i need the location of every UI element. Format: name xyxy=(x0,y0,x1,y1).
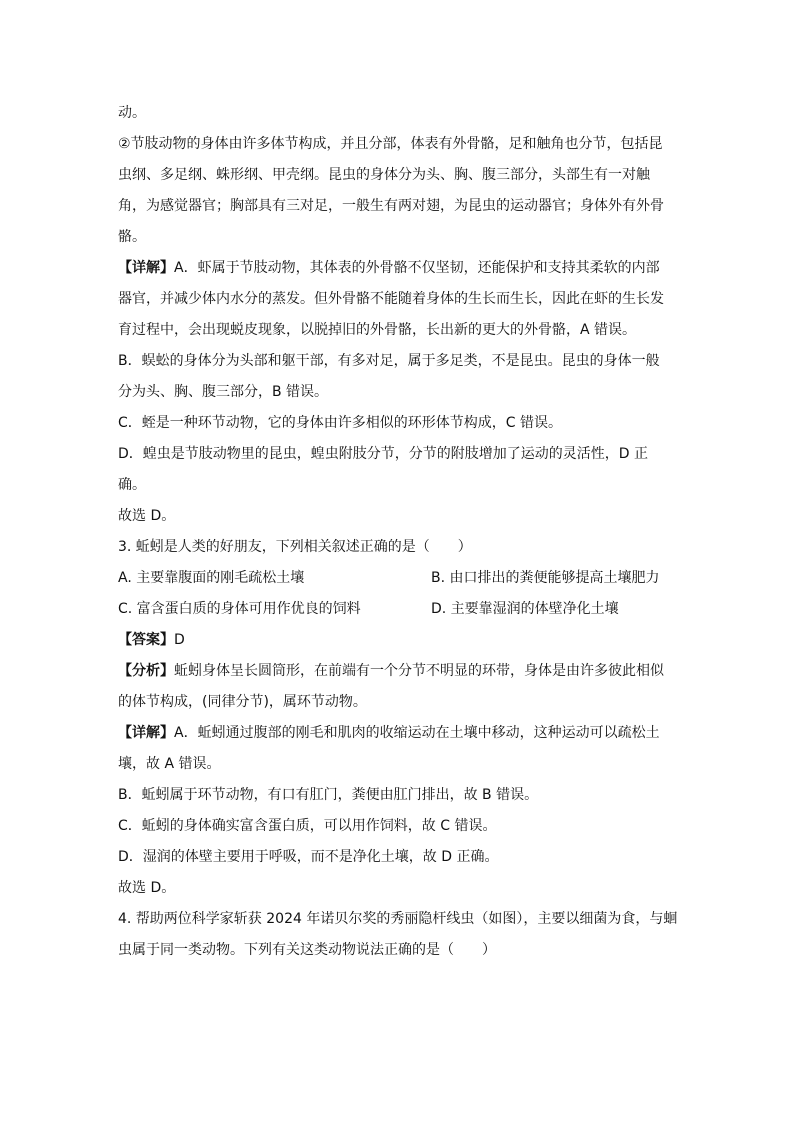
text-line: 骼。 xyxy=(118,229,146,245)
answer-tag: 【答案】 xyxy=(118,632,174,648)
text-line: C．蚯蚓的身体确实富含蛋白质，可以用作饲料，故 C 错误。 xyxy=(118,818,497,834)
detail-tag: 【详解】 xyxy=(118,725,174,741)
text-line: 虫纲、多足纲、蛛形纲、甲壳纲。昆虫的身体分为头、胸、腹三部分，头部生有一对触 xyxy=(118,167,650,183)
question-4: 4. 帮助两位科学家斩获 2024 年诺贝尔奖的秀丽隐杆线虫（如图），主要以细菌为食，与蛔 xyxy=(118,911,678,927)
text-line: 故选 D。 xyxy=(118,508,176,524)
analysis-paragraph xyxy=(118,656,678,687)
text-line: 动。 xyxy=(118,105,146,121)
question-3: 3. 蚯蚓是人类的好朋友，下列相关叙述正确的是（ ） xyxy=(118,539,472,555)
text-line: 蚯蚓身体呈长圆筒形，在前端有一个分节不明显的环带，身体是由许多彼此相似 xyxy=(174,663,664,679)
option-c: C. 富含蛋白质的身体可用作优良的饲料 xyxy=(118,601,361,617)
text-line: A．蚯蚓通过腹部的刚毛和肌肉的收缩运动在土壤中移动，这种运动可以疏松土 xyxy=(174,725,660,741)
text-line: 确。 xyxy=(118,477,146,493)
text-line: B．蚯蚓属于环节动物，有口有肛门，粪便由肛门排出，故 B 错误。 xyxy=(118,787,539,803)
text-line: 角，为感觉器官；胸部具有三对足，一般生有两对翅，为昆虫的运动器官；身体外有外骨 xyxy=(118,198,664,214)
text-line: C．蛭是一种环节动物，它的身体由许多相似的环形体节构成，C 错误。 xyxy=(118,415,562,431)
detail-tag: 【详解】 xyxy=(118,260,174,276)
text-line: 的体节构成，(同律分节)，属环节动物。 xyxy=(118,694,367,710)
options-row xyxy=(118,594,678,625)
text-line: 壤，故 A 错误。 xyxy=(118,756,221,772)
text-line: 育过程中，会出现蜕皮现象，以脱掉旧的外骨骼，长出新的更大的外骨骼，A 错误。 xyxy=(118,322,637,338)
options-row xyxy=(118,563,678,594)
detail-paragraph xyxy=(118,718,678,749)
text-line: D．湿润的体壁主要用于呼吸，而不是净化土壤，故 D 正确。 xyxy=(118,849,499,865)
text-line: 虫属于同一类动物。下列有关这类动物说法正确的是（ ） xyxy=(118,942,496,958)
document-body xyxy=(118,98,678,966)
detail-paragraph xyxy=(118,253,678,284)
answer-value: D xyxy=(174,632,185,648)
option-b: B. 由口排出的粪便能够提高土壤肥力 xyxy=(431,570,660,586)
text-line: 分为头、胸、腹三部分，B 错误。 xyxy=(118,384,329,400)
answer-line xyxy=(118,625,678,656)
analysis-tag: 【分析】 xyxy=(118,663,174,679)
text-line: ②节肢动物的身体由许多体节构成，并且分部，体表有外骨骼，足和触角也分节，包括昆 xyxy=(118,136,663,152)
text-line: 故选 D。 xyxy=(118,880,176,896)
text-line: B．蜈蚣的身体分为头部和躯干部，有多对足，属于多足类，不是昆虫。昆虫的身体一般 xyxy=(118,353,660,369)
option-a: A. 主要靠腹面的刚毛疏松土壤 xyxy=(118,570,305,586)
option-d: D. 主要靠湿润的体壁净化土壤 xyxy=(431,601,619,617)
text-line: D．蝗虫是节肢动物里的昆虫，蝗虫附肢分节，分节的附肢增加了运动的灵活性，D 正 xyxy=(118,446,649,462)
text-line: 器官，并减少体内水分的蒸发。但外骨骼不能随着身体的生长而生长，因此在虾的生长发 xyxy=(118,291,664,307)
text-line: A．虾属于节肢动物，其体表的外骨骼不仅坚韧，还能保护和支持其柔软的内部 xyxy=(174,260,660,276)
